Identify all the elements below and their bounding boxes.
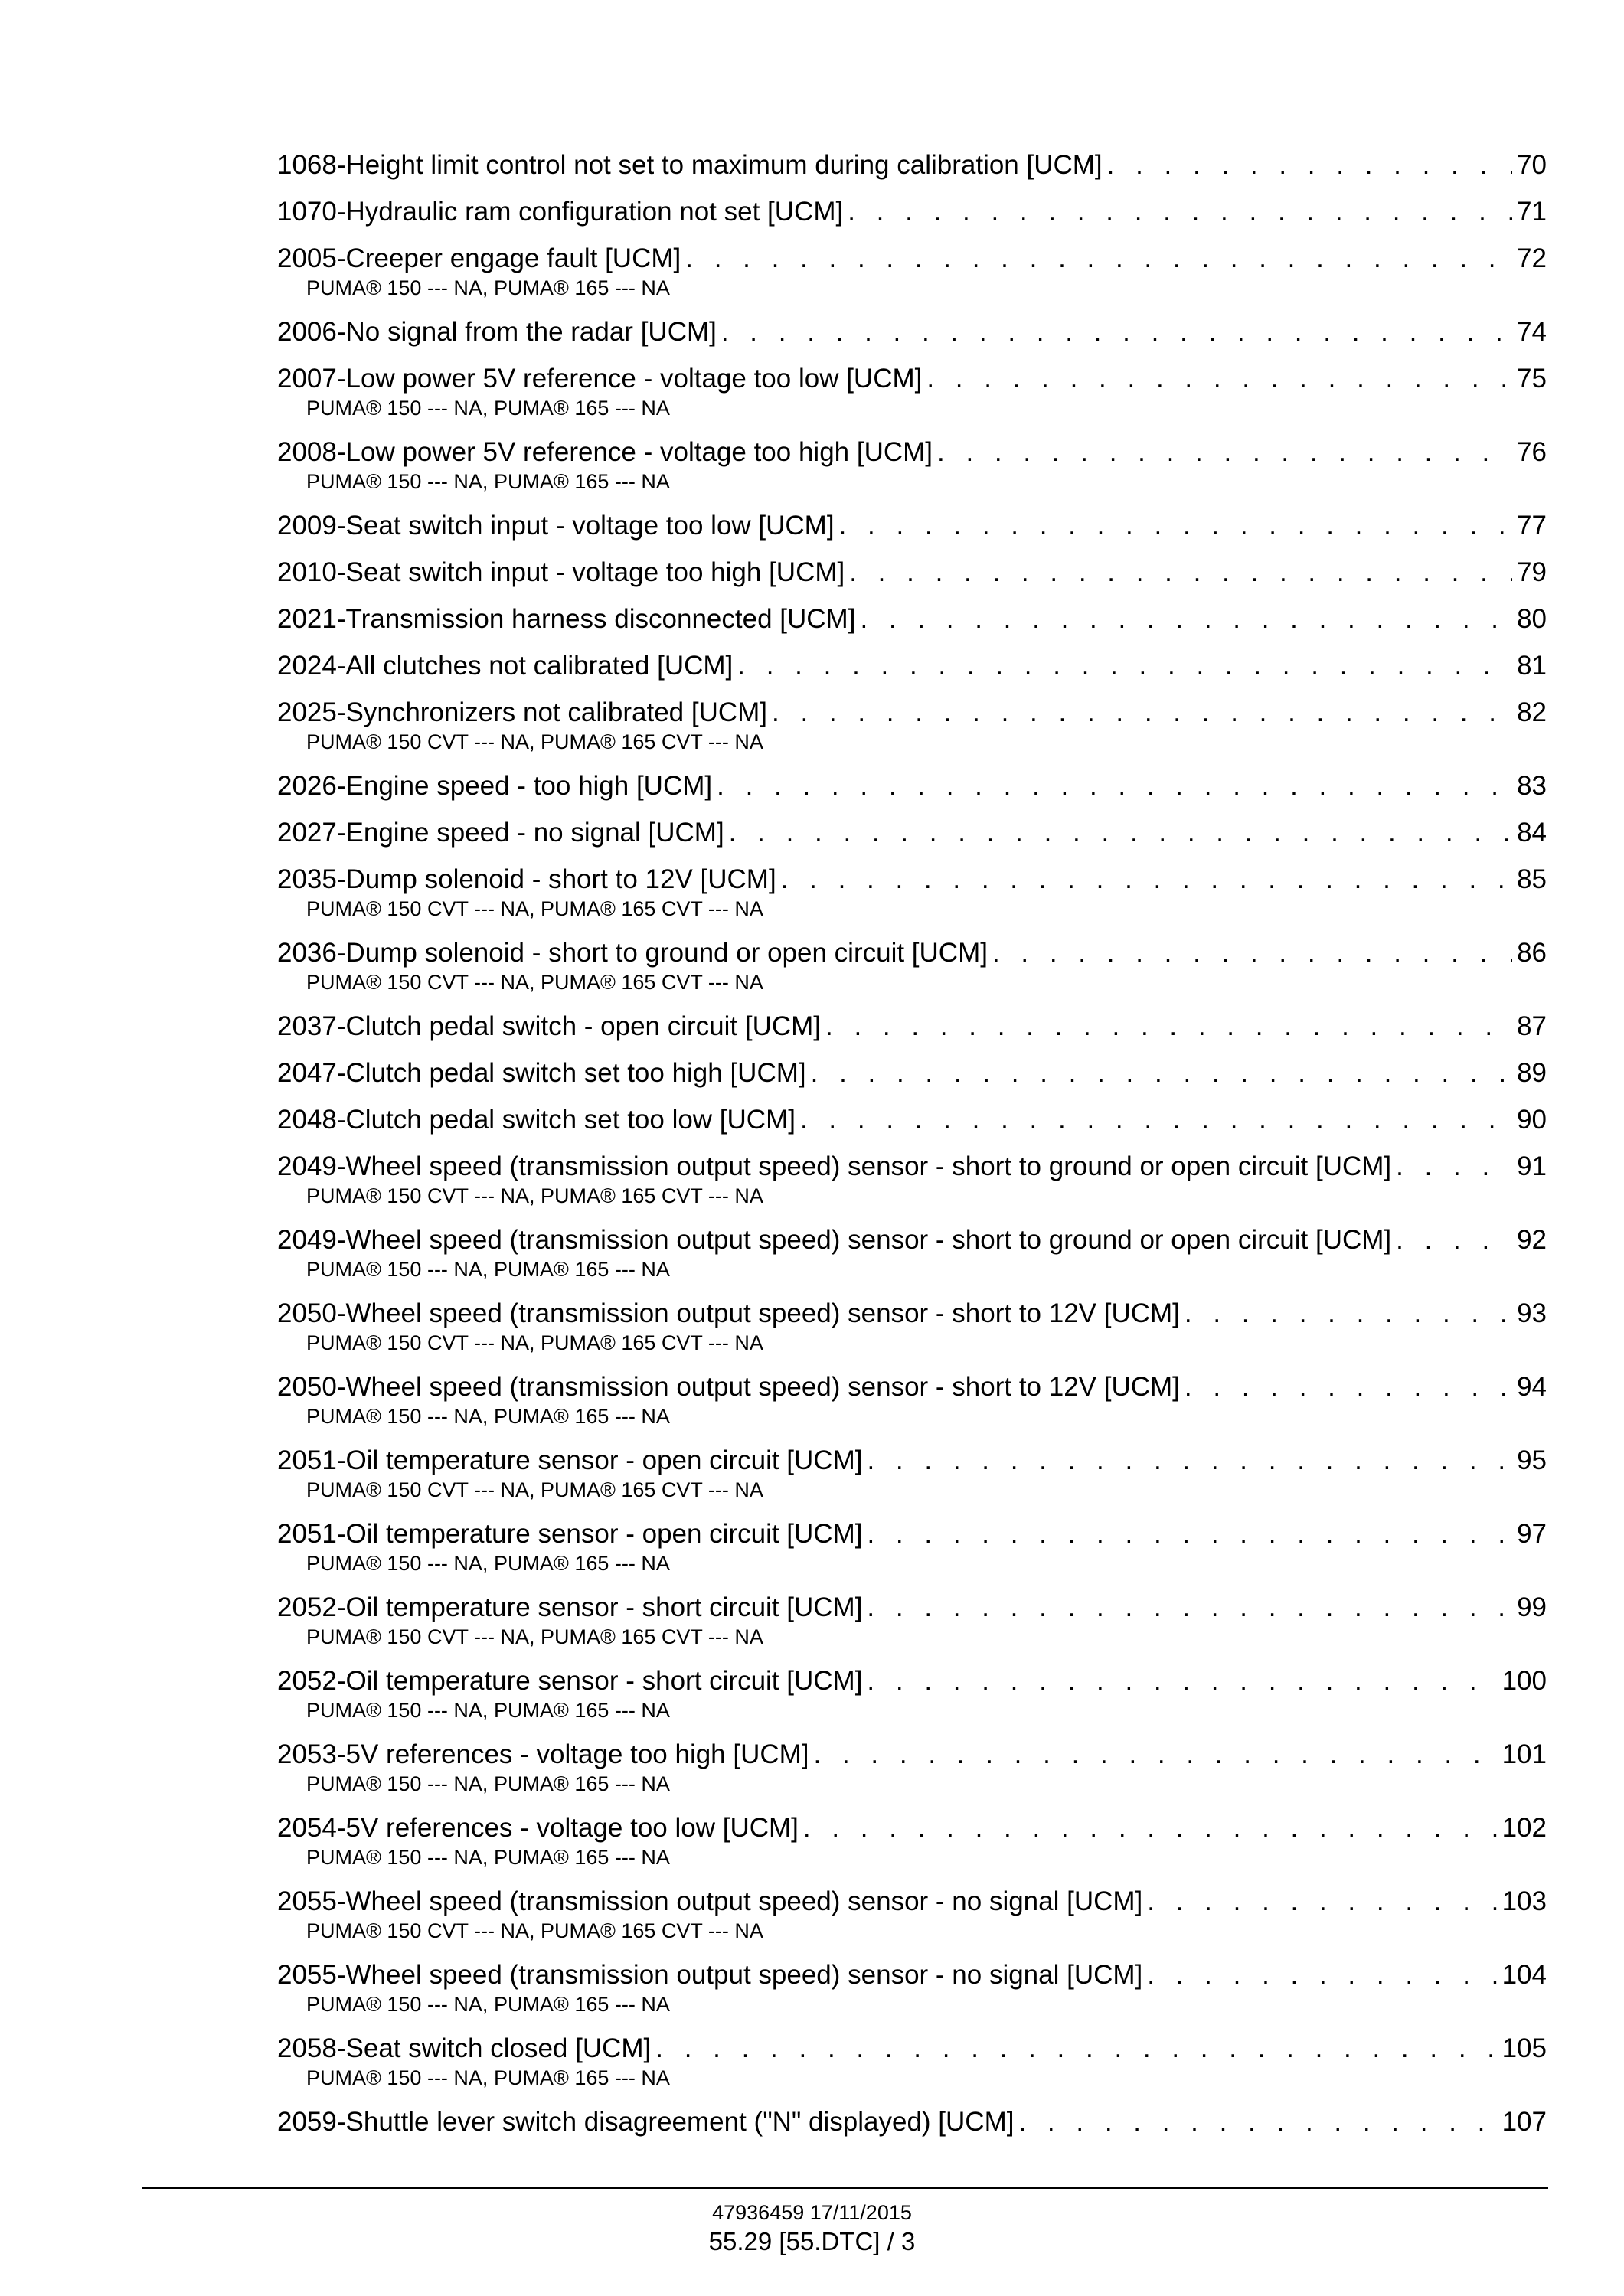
table-of-contents [277,150,1547,2154]
dot-leader [655,2033,1497,2064]
toc-entry-title: 2024-All clutches not calibrated [UCM] [277,651,734,681]
toc-entry-line [277,818,1547,848]
toc-entry[interactable] [277,938,1547,1011]
toc-entry-page-number: 92 [1517,1225,1547,1255]
toc-entry-line [277,1011,1547,1042]
dot-leader [1185,1298,1512,1329]
toc-entry-title: 2051-Oil temperature sensor - open circuit [UCM] [277,1445,863,1475]
footer-divider [142,2187,1548,2189]
dot-leader [849,557,1512,588]
toc-entry-page-number: 101 [1501,1739,1547,1769]
toc-entry[interactable] [277,1151,1547,1225]
dot-leader [926,364,1512,394]
toc-entry-page-number: 102 [1501,1813,1547,1843]
toc-entry-title: 2055-Wheel speed (transmission output speed) sensor - no signal [UCM] [277,1960,1143,1990]
toc-entry-page-number: 86 [1517,938,1547,968]
toc-entry[interactable] [277,2107,1547,2154]
toc-entry-applicability: PUMA® 150 CVT --- NA, PUMA® 165 CVT --- NA [306,1919,763,1942]
toc-entry-line [277,651,1547,681]
toc-entry-page-number: 75 [1517,364,1547,394]
toc-entry-page-number: 70 [1517,150,1547,180]
dot-leader [1185,1372,1512,1403]
toc-entry-page-number: 97 [1517,1519,1547,1549]
toc-entry[interactable] [277,317,1547,364]
toc-entry-page-number: 93 [1517,1298,1547,1328]
toc-entry-page-number: 94 [1517,1372,1547,1402]
toc-entry-page-number: 71 [1517,197,1547,227]
dot-leader [867,1445,1512,1476]
toc-entry-applicability: PUMA® 150 --- NA, PUMA® 165 --- NA [306,1846,670,1869]
dot-leader [781,864,1512,895]
toc-entry-title: 2027-Engine speed - no signal [UCM] [277,818,724,848]
toc-entry-line [277,1151,1547,1182]
toc-entry-title: 2051-Oil temperature sensor - open circuit [UCM] [277,1519,863,1549]
toc-entry-line [277,1886,1547,1917]
toc-entry-line [277,1105,1547,1135]
dot-leader [1147,1960,1497,1991]
toc-entry-line [277,1813,1547,1844]
toc-entry-title: 2053-5V references - voltage too high [UCM] [277,1739,809,1769]
toc-entry[interactable] [277,604,1547,651]
toc-entry-page-number: 77 [1517,511,1547,541]
toc-entry[interactable] [277,557,1547,604]
toc-entry-page-number: 89 [1517,1058,1547,1088]
dot-leader [800,1105,1512,1135]
dot-leader [839,511,1512,541]
toc-entry-title: 2055-Wheel speed (transmission output speed) sensor - no signal [UCM] [277,1886,1143,1916]
dot-leader [737,651,1512,681]
toc-entry-title: 2058-Seat switch closed [UCM] [277,2033,652,2063]
toc-entry-page-number: 104 [1501,1960,1547,1990]
toc-entry-title: 2005-Creeper engage fault [UCM] [277,243,681,273]
dot-leader [937,437,1512,468]
toc-entry-line [277,557,1547,588]
toc-entry[interactable] [277,1445,1547,1519]
toc-entry[interactable] [277,1592,1547,1666]
toc-entry-title: 2006-No signal from the radar [UCM] [277,317,717,347]
toc-entry-title: 2059-Shuttle lever switch disagreement ("N" displayed) [UCM] [277,2107,1015,2137]
toc-entry-title: 2050-Wheel speed (transmission output speed) sensor - short to 12V [UCM] [277,1298,1180,1328]
toc-entry-line [277,1298,1547,1329]
toc-entry-page-number: 95 [1517,1445,1547,1475]
toc-entry-page-number: 82 [1517,697,1547,727]
footer-document-id: 47936459 17/11/2015 [712,2201,912,2224]
toc-entry-title: 2009-Seat switch input - voltage too low [UCM] [277,511,835,541]
toc-entry[interactable] [277,150,1547,197]
toc-entry-title: 1068-Height limit control not set to maximum during calibration [UCM] [277,150,1103,180]
toc-entry-applicability: PUMA® 150 --- NA, PUMA® 165 --- NA [306,1552,670,1575]
toc-entry-title: 1070-Hydraulic ram configuration not set [UCM] [277,197,844,227]
toc-entry[interactable] [277,1519,1547,1592]
toc-entry-page-number: 90 [1517,1105,1547,1135]
toc-entry-line [277,1960,1547,1991]
dot-leader [1018,2107,1497,2138]
toc-entry[interactable] [277,1813,1547,1886]
toc-entry-applicability: PUMA® 150 --- NA, PUMA® 165 --- NA [306,276,670,299]
toc-entry[interactable] [277,511,1547,557]
toc-entry[interactable] [277,1105,1547,1151]
toc-entry-page-number: 99 [1517,1592,1547,1622]
toc-entry[interactable] [277,437,1547,511]
toc-entry-line [277,2107,1547,2138]
toc-entry-title: 2052-Oil temperature sensor - short circuit [UCM] [277,1666,863,1696]
toc-entry-title: 2050-Wheel speed (transmission output speed) sensor - short to 12V [UCM] [277,1372,1180,1402]
toc-entry-line [277,864,1547,895]
toc-entry-applicability: PUMA® 150 CVT --- NA, PUMA® 165 CVT --- NA [306,1625,763,1648]
toc-entry-title: 2008-Low power 5V reference - voltage too high [UCM] [277,437,933,467]
toc-entry-title: 2007-Low power 5V reference - voltage too low [UCM] [277,364,923,394]
toc-entry-applicability: PUMA® 150 --- NA, PUMA® 165 --- NA [306,1699,670,1722]
toc-entry-applicability: PUMA® 150 CVT --- NA, PUMA® 165 CVT --- NA [306,1184,763,1207]
dot-leader [825,1011,1512,1042]
toc-entry-line [277,150,1547,181]
toc-entry[interactable] [277,1372,1547,1445]
footer-page-reference: 55.29 [55.DTC] / 3 [708,2227,916,2255]
toc-entry-title: 2054-5V references - voltage too low [UCM] [277,1813,799,1843]
toc-entry-applicability: PUMA® 150 --- NA, PUMA® 165 --- NA [306,1772,670,1795]
toc-entry-title: 2049-Wheel speed (transmission output speed) sensor - short to ground or open circuit [UCM] [277,1151,1392,1181]
dot-leader [867,1519,1512,1550]
toc-entry-line [277,364,1547,394]
dot-leader [685,243,1512,274]
toc-entry-applicability: PUMA® 150 --- NA, PUMA® 165 --- NA [306,1258,670,1281]
toc-entry[interactable] [277,771,1547,818]
toc-entry-line [277,1519,1547,1550]
toc-entry-page-number: 100 [1501,1666,1547,1696]
toc-entry[interactable] [277,864,1547,938]
toc-entry-line [277,511,1547,541]
toc-entry[interactable] [277,818,1547,864]
dot-leader [867,1592,1512,1623]
dot-leader [814,1739,1498,1770]
toc-entry-line [277,1666,1547,1697]
toc-entry-applicability: PUMA® 150 CVT --- NA, PUMA® 165 CVT --- NA [306,730,763,753]
dot-leader [1396,1151,1512,1182]
toc-entry-applicability: PUMA® 150 --- NA, PUMA® 165 --- NA [306,2066,670,2089]
dot-leader [867,1666,1497,1697]
toc-entry[interactable] [277,1058,1547,1105]
toc-entry-line [277,243,1547,274]
toc-entry[interactable] [277,1739,1547,1813]
toc-entry-line [277,437,1547,468]
dot-leader [992,938,1512,968]
dot-leader [721,317,1512,348]
toc-entry-page-number: 85 [1517,864,1547,894]
toc-entry-title: 2021-Transmission harness disconnected [UCM] [277,604,856,634]
toc-entry-line [277,938,1547,968]
toc-entry-page-number: 105 [1501,2033,1547,2063]
toc-entry-line [277,771,1547,802]
toc-entry-title: 2025-Synchronizers not calibrated [UCM] [277,697,768,727]
dot-leader [772,697,1512,728]
toc-entry-page-number: 83 [1517,771,1547,801]
toc-entry-title: 2010-Seat switch input - voltage too high [UCM] [277,557,845,587]
toc-entry-applicability: PUMA® 150 CVT --- NA, PUMA® 165 CVT --- NA [306,971,763,994]
toc-entry[interactable] [277,364,1547,437]
toc-entry-title: 2047-Clutch pedal switch set too high [UCM] [277,1058,806,1088]
dot-leader [1107,150,1512,181]
toc-entry-title: 2037-Clutch pedal switch - open circuit [UCM] [277,1011,822,1041]
toc-entry[interactable] [277,1960,1547,2033]
toc-entry[interactable] [277,697,1547,771]
dot-leader [811,1058,1512,1089]
toc-entry[interactable] [277,2033,1547,2107]
toc-entry-line [277,2033,1547,2064]
toc-entry-line [277,697,1547,728]
toc-entry-line [277,197,1547,227]
toc-entry[interactable] [277,1886,1547,1960]
toc-entry-title: 2049-Wheel speed (transmission output speed) sensor - short to ground or open circuit [UCM] [277,1225,1392,1255]
dot-leader [1396,1225,1512,1256]
toc-entry-page-number: 103 [1501,1886,1547,1916]
toc-entry-line [277,604,1547,635]
toc-entry[interactable] [277,1666,1547,1739]
toc-entry-page-number: 87 [1517,1011,1547,1041]
toc-entry-title: 2052-Oil temperature sensor - short circuit [UCM] [277,1592,863,1622]
toc-entry-page-number: 91 [1517,1151,1547,1181]
toc-entry-applicability: PUMA® 150 CVT --- NA, PUMA® 165 CVT --- NA [306,897,763,920]
dot-leader [1147,1886,1497,1917]
toc-entry-title: 2036-Dump solenoid - short to ground or open circuit [UCM] [277,938,988,968]
toc-entry-line [277,1592,1547,1623]
dot-leader [860,604,1512,635]
toc-entry-title: 2048-Clutch pedal switch set too low [UCM] [277,1105,796,1135]
toc-entry-page-number: 84 [1517,818,1547,848]
dot-leader [803,1813,1498,1844]
toc-entry-title: 2035-Dump solenoid - short to 12V [UCM] [277,864,776,894]
toc-entry-applicability: PUMA® 150 CVT --- NA, PUMA® 165 CVT --- NA [306,1331,763,1354]
toc-entry-line [277,1372,1547,1403]
toc-entry-page-number: 80 [1517,604,1547,634]
toc-entry-line [277,1225,1547,1256]
toc-entry-line [277,1445,1547,1476]
toc-entry-page-number: 81 [1517,651,1547,681]
toc-entry[interactable] [277,1011,1547,1058]
toc-entry-line [277,317,1547,348]
toc-entry-applicability: PUMA® 150 --- NA, PUMA® 165 --- NA [306,470,670,493]
toc-entry-page-number: 74 [1517,317,1547,347]
dot-leader [848,197,1512,227]
toc-entry-title: 2026-Engine speed - too high [UCM] [277,771,713,801]
toc-entry-line [277,1739,1547,1770]
dot-leader [717,771,1512,802]
toc-entry-applicability: PUMA® 150 --- NA, PUMA® 165 --- NA [306,397,670,420]
toc-entry[interactable] [277,1225,1547,1298]
dot-leader [729,818,1512,848]
toc-entry-applicability: PUMA® 150 --- NA, PUMA® 165 --- NA [306,1993,670,2016]
toc-entry[interactable] [277,1298,1547,1372]
toc-entry[interactable] [277,243,1547,317]
toc-entry[interactable] [277,197,1547,243]
toc-entry-page-number: 76 [1517,437,1547,467]
toc-entry-applicability: PUMA® 150 CVT --- NA, PUMA® 165 CVT --- NA [306,1478,763,1501]
toc-entry-page-number: 72 [1517,243,1547,273]
toc-entry-page-number: 107 [1501,2107,1547,2137]
toc-entry[interactable] [277,651,1547,697]
toc-entry-applicability: PUMA® 150 --- NA, PUMA® 165 --- NA [306,1405,670,1428]
toc-entry-line [277,1058,1547,1089]
toc-entry-page-number: 79 [1517,557,1547,587]
